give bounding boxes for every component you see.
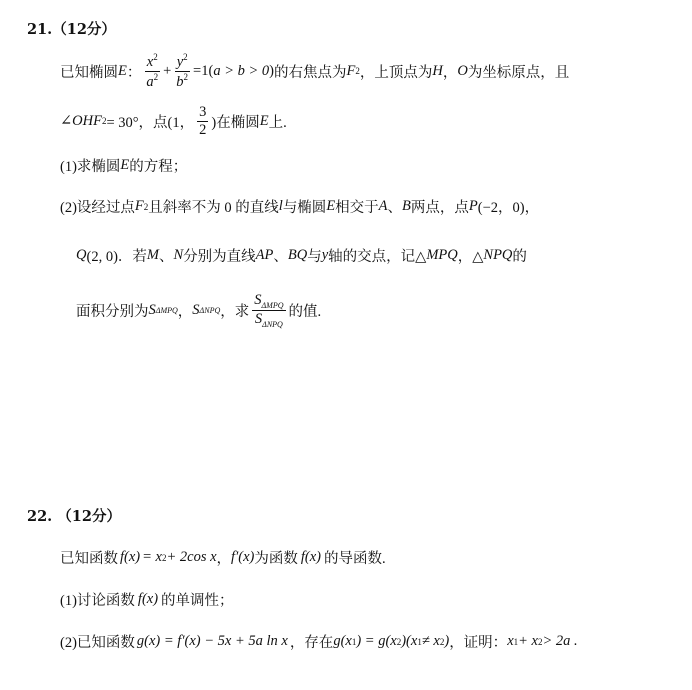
text: 、 [159, 249, 174, 265]
sub: 2 [101, 116, 107, 127]
fraction-3-2 [197, 104, 208, 138]
exp: 2 [153, 71, 159, 82]
math-var: N [173, 247, 184, 263]
text: ，求 [220, 304, 250, 321]
sub: ΔNPQ [262, 320, 283, 330]
math-var: AP [255, 247, 274, 263]
text: ，△ [457, 249, 484, 265]
text: 的导函数. [323, 551, 386, 567]
sub: 2 [355, 66, 360, 77]
text: 的值. [288, 304, 322, 321]
text: 分别为直线 [183, 249, 256, 265]
numerator: 3 [199, 104, 207, 120]
math-var: y [321, 247, 329, 263]
math-var: F [346, 62, 356, 79]
math-var: S [254, 292, 262, 308]
text: ，证明： [449, 635, 508, 651]
sub: ΔMPQ [261, 301, 284, 310]
text: 上. [268, 114, 287, 131]
math-var: a [146, 73, 154, 90]
text: 相交于 [335, 200, 379, 216]
text: 的单调性； [161, 593, 234, 609]
sub: ΔMPQ [155, 306, 178, 316]
text: 的右焦点为 [273, 64, 347, 81]
text: (2)已知函数 [60, 635, 135, 651]
math-var: A [378, 198, 388, 214]
math-var: y [176, 54, 184, 70]
text: ) [269, 62, 274, 79]
math: = x [142, 549, 162, 565]
text: 、 [273, 249, 288, 265]
q21-header: 21.（12分） [27, 21, 116, 38]
math: + x [518, 633, 538, 649]
math-var: BQ [287, 247, 308, 263]
sub: 1 [351, 636, 357, 647]
math: a > b > 0 [213, 62, 270, 79]
math: ∠OHF [60, 112, 102, 129]
text: (−2，0)， [477, 200, 540, 216]
sub: 2 [439, 636, 445, 647]
text: (1)求椭圆 [60, 159, 121, 175]
math: f(x) [137, 591, 159, 607]
text: 轴的交点，记△ [328, 249, 427, 265]
text: ，上顶点为 [359, 64, 433, 81]
math: )(x [401, 633, 418, 649]
math: f(x) [300, 549, 321, 565]
math-var: M [146, 247, 159, 263]
exp: 2 [183, 71, 189, 82]
text: 已知椭圆 [60, 64, 118, 81]
q22-header: 22. （12分） [27, 508, 121, 525]
fraction-x2-a2 [144, 52, 160, 90]
math: + 2cos x [166, 549, 217, 565]
sub: 1 [417, 636, 422, 647]
math: g(x) = f′(x) − 5x + 5a ln x [136, 633, 288, 649]
text: 的方程； [129, 159, 188, 175]
fraction-area-ratio [252, 292, 285, 329]
math-var: x [146, 54, 154, 70]
text: (1)讨论函数 [60, 593, 135, 609]
text: ， [177, 304, 193, 321]
text: 的 [512, 249, 527, 265]
q21-line1 [60, 52, 569, 90]
q21-part2-line1 [60, 196, 539, 217]
text: (2)设经过点 [60, 200, 135, 216]
text: 与 [307, 249, 322, 265]
math-var: E [118, 62, 127, 79]
exp: 2 [161, 552, 167, 563]
math-var: E [259, 112, 269, 129]
math: f(x) [120, 549, 141, 565]
text: 已知函数 [60, 551, 118, 567]
text: + [163, 62, 172, 79]
text: 与椭圆 [282, 200, 327, 216]
q21-part2-line2 [76, 245, 527, 266]
fraction-y2-b2 [174, 52, 190, 90]
text: (2, 0)．若 [86, 249, 147, 265]
denominator: 2 [199, 121, 207, 138]
q22-part1 [60, 589, 234, 610]
math-var: S [192, 302, 200, 319]
math: f′(x) [231, 549, 255, 565]
text: = 30°，点(1， [106, 114, 195, 131]
q22-part2 [60, 631, 578, 652]
q22-line1 [60, 547, 386, 568]
math: ≠ x [421, 633, 440, 649]
q21-part2-line3 [76, 292, 321, 329]
math: ) [444, 633, 450, 649]
q21-part1 [60, 155, 187, 176]
math-var: b [176, 73, 184, 90]
math: g(x [333, 633, 352, 649]
exp: 2 [183, 52, 188, 62]
math-var: S [254, 311, 263, 328]
sub: 2 [143, 201, 149, 212]
exp: 2 [153, 52, 158, 62]
text: 且斜率不为 0 的直线 [148, 200, 279, 216]
text: ： [126, 64, 142, 81]
math-var: H [432, 62, 443, 79]
text: 为函数 [254, 551, 298, 567]
text: ， [216, 551, 232, 567]
text: 两点，点 [410, 200, 469, 216]
text: )在椭圆 [211, 114, 260, 131]
text: =1( [193, 62, 214, 79]
text: 、 [387, 200, 403, 216]
text: ， [442, 64, 458, 81]
q21-line2 [60, 104, 287, 138]
math-var: E [326, 198, 336, 214]
text: ，存在 [289, 635, 334, 651]
math-var: l [278, 198, 283, 214]
math-var: S [148, 302, 156, 319]
math-var: E [120, 157, 130, 173]
math: > 2a . [542, 633, 578, 649]
math-var: NPQ [483, 247, 513, 263]
math: ) = g(x [356, 633, 397, 649]
math-var: F [134, 198, 144, 214]
text: 为坐标原点，且 [467, 64, 570, 81]
math: x [507, 633, 514, 649]
sub: ΔNPQ [199, 306, 221, 316]
text: 面积分别为 [76, 304, 149, 321]
math-var: O [457, 62, 468, 79]
math-var: MPQ [426, 247, 458, 263]
math-var: P [468, 198, 478, 214]
sub: 1 [513, 636, 519, 647]
sub: 2 [537, 636, 543, 647]
math-var: B [402, 198, 411, 214]
sub: 2 [396, 636, 402, 647]
math-var: Q [76, 247, 87, 263]
